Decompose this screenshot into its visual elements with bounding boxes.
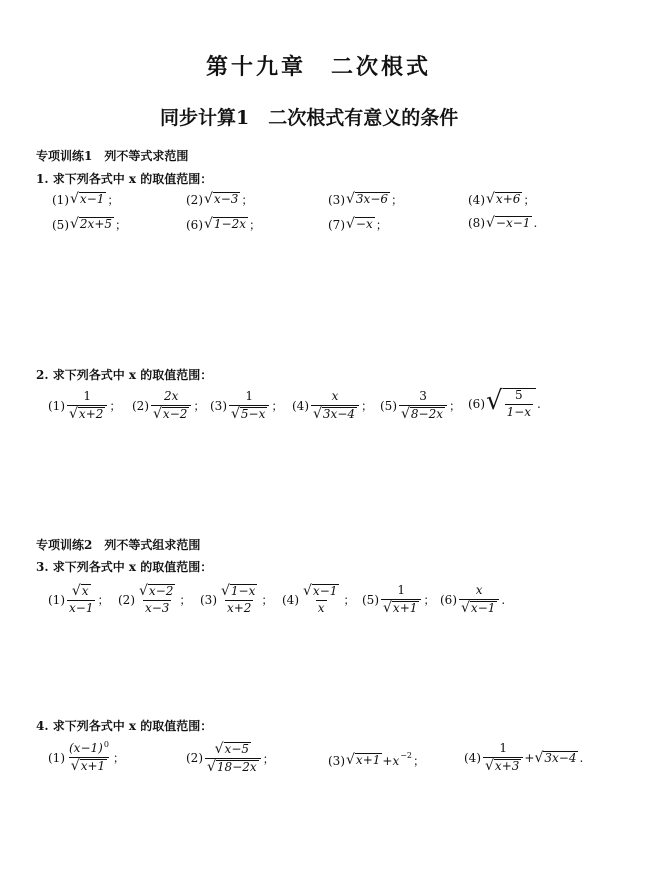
sqrt-expression <box>346 217 375 231</box>
item-end: . <box>533 216 538 231</box>
sqrt-expression <box>346 753 382 767</box>
radicand: x+2 <box>78 406 104 421</box>
denominator: x−3 <box>144 600 170 615</box>
fraction <box>311 390 359 422</box>
q1-item-2 <box>186 191 253 208</box>
item-label: (2) <box>118 592 135 607</box>
fraction <box>301 584 341 616</box>
numerator <box>301 584 341 600</box>
radicand: x−3 <box>213 192 239 207</box>
fraction <box>459 584 499 616</box>
sqrt-expression <box>534 751 578 765</box>
q1-item-3 <box>328 191 403 208</box>
item-end: ； <box>271 399 284 414</box>
sqrt-expression <box>486 216 532 230</box>
exponent: −2 <box>400 751 413 760</box>
denominator: x+2 <box>226 600 252 615</box>
item-label: (6) <box>186 217 203 232</box>
fraction <box>229 390 269 422</box>
item-end: ； <box>241 193 254 207</box>
denominator <box>381 599 421 616</box>
item-end: ； <box>361 399 374 414</box>
radical-icon: √ <box>231 405 240 422</box>
radicand: −x <box>355 217 373 232</box>
denominator <box>459 599 499 616</box>
radicand: x−2 <box>148 584 174 598</box>
denominator <box>205 758 261 775</box>
radicand: 2x+5 <box>79 217 113 232</box>
q4-item-2 <box>186 742 275 775</box>
item-label: (2) <box>186 751 203 766</box>
fraction <box>67 584 95 616</box>
fraction <box>381 584 421 616</box>
q2-item-1 <box>48 390 121 422</box>
radicand <box>503 388 536 420</box>
numerator <box>219 584 259 600</box>
item-label: (3) <box>200 592 217 607</box>
radicand: x+6 <box>495 192 521 207</box>
numerator <box>213 742 253 758</box>
denominator <box>399 405 447 422</box>
item-label: (8) <box>468 216 485 231</box>
item-label: (2) <box>186 192 203 207</box>
radical-icon: √ <box>383 599 392 616</box>
denominator: 1−x <box>506 404 532 419</box>
q2-item-5 <box>380 390 461 422</box>
item-label: (5) <box>380 398 397 413</box>
q3-item-3 <box>200 584 273 616</box>
item-label: (5) <box>362 592 379 607</box>
radical-icon: √ <box>461 599 470 616</box>
q1-item-4 <box>468 191 535 208</box>
item-end: ； <box>391 193 404 207</box>
sqrt-expression <box>204 217 248 231</box>
radical-icon: √ <box>534 749 544 766</box>
radical-icon: √ <box>69 405 78 422</box>
item-label: (1) <box>48 398 65 413</box>
denominator <box>67 405 107 422</box>
item-label: (7) <box>328 217 345 232</box>
item-label: (2) <box>132 398 149 413</box>
radical-icon: √ <box>153 405 162 422</box>
numerator <box>70 584 93 600</box>
item-end: ； <box>413 754 426 768</box>
item-end: ； <box>107 193 120 207</box>
q3-item-2 <box>118 584 191 616</box>
q1-item-1 <box>52 191 119 208</box>
item-end: ； <box>115 218 128 232</box>
item-end: ； <box>112 751 125 766</box>
item-label: (4) <box>292 398 309 413</box>
item-end: ； <box>449 399 462 414</box>
section-title-2: 专项训练2 列不等式组求范围 <box>36 538 201 552</box>
radical-icon: √ <box>313 405 322 422</box>
radicand: x <box>81 584 89 598</box>
radicand: 5−x <box>240 406 266 421</box>
sqrt-expression <box>486 388 536 420</box>
numerator: 5 <box>514 388 523 402</box>
radical-icon: √ <box>70 757 80 774</box>
numerator: x <box>475 583 483 597</box>
radical-icon: √ <box>207 758 216 775</box>
question-1-title: 1. 求下列各式中 x 的取值范围： <box>36 172 213 186</box>
numerator: 2x <box>163 389 179 403</box>
q3-item-4 <box>282 584 355 616</box>
radicand: −x−1 <box>495 216 531 230</box>
q4-item-1 <box>48 742 125 774</box>
item-label: (1) <box>48 592 65 607</box>
item-end: ； <box>109 399 122 414</box>
sqrt-expression <box>346 192 390 206</box>
radical-icon: √ <box>346 752 355 769</box>
item-end: ； <box>193 399 206 414</box>
question-3-title: 3. 求下列各式中 x 的取值范围： <box>36 560 213 574</box>
item-label: (1) <box>52 192 69 207</box>
item-end: ； <box>261 593 274 608</box>
item-end: ； <box>249 218 262 232</box>
q4-item-3 <box>328 752 425 769</box>
fraction <box>67 390 107 422</box>
q3-item-1 <box>48 584 109 616</box>
q2-item-2 <box>132 390 205 422</box>
fraction <box>137 584 177 616</box>
denominator <box>229 405 269 422</box>
q3-item-5 <box>362 584 435 616</box>
fraction <box>205 742 261 775</box>
q2-item-3 <box>210 390 283 422</box>
fraction <box>151 390 191 422</box>
item-end: ； <box>179 593 192 608</box>
radicand: x−1 <box>312 584 338 598</box>
item-end: ； <box>523 193 536 207</box>
radical-icon: √ <box>204 216 213 233</box>
radical-icon: √ <box>346 216 355 233</box>
q1-item-6 <box>186 216 261 233</box>
fraction <box>483 742 523 774</box>
q1-item-7 <box>328 216 388 233</box>
item-end: . <box>537 396 541 411</box>
q1-item-8 <box>468 216 537 230</box>
item-label: (5) <box>52 217 69 232</box>
radicand: x+1 <box>355 753 381 768</box>
sqrt-expression <box>70 217 114 231</box>
numerator: x <box>331 389 339 403</box>
denominator <box>151 405 191 422</box>
radicand: 1−2x <box>213 217 247 232</box>
radical-icon: √ <box>346 191 355 208</box>
numerator <box>67 742 111 757</box>
radical-icon: √ <box>486 215 495 231</box>
item-label: (4) <box>464 750 481 765</box>
sqrt-expression <box>486 192 522 206</box>
item-end: ； <box>343 593 356 608</box>
numerator <box>137 584 177 600</box>
q2-item-4 <box>292 390 373 422</box>
radicand: 3x−4 <box>322 406 356 421</box>
radical-icon: √ <box>71 583 81 599</box>
exponent: 0 <box>103 740 109 749</box>
radicand: x−5 <box>224 742 250 756</box>
radical-icon: √ <box>486 191 495 208</box>
item-label: (3) <box>328 192 345 207</box>
fraction <box>219 584 259 616</box>
radicand: x+1 <box>80 758 106 773</box>
denominator <box>69 757 109 774</box>
denominator <box>311 405 359 422</box>
item-end: ； <box>262 751 275 766</box>
fraction <box>67 742 111 774</box>
radical-icon: √ <box>221 583 230 599</box>
fraction <box>399 390 447 422</box>
item-label: (3) <box>328 753 345 768</box>
item-end: ； <box>375 218 388 232</box>
numerator: 1 <box>83 389 92 403</box>
fraction <box>505 389 533 420</box>
base: (x−1) <box>69 741 103 755</box>
denominator: x <box>317 600 325 615</box>
q2-item-6 <box>468 388 541 420</box>
item-end: . <box>501 592 506 607</box>
item-label: (4) <box>282 592 299 607</box>
radical-icon: √ <box>204 191 213 208</box>
numerator: 3 <box>419 389 427 403</box>
chapter-title: 第十九章 二次根式 <box>206 54 432 80</box>
radicand: 3x−4 <box>544 750 577 765</box>
radical-icon: √ <box>486 386 503 416</box>
sqrt-expression <box>204 192 240 206</box>
numerator: 1 <box>397 583 406 597</box>
item-label: (1) <box>48 750 65 765</box>
radical-icon: √ <box>214 741 224 757</box>
q1-item-5 <box>52 216 127 233</box>
radical-icon: √ <box>401 405 410 422</box>
radicand: 1−x <box>230 584 256 598</box>
item-label: (3) <box>210 398 227 413</box>
power-term: +x <box>382 753 400 768</box>
section-title-1: 专项训练1 列不等式求范围 <box>36 149 189 163</box>
radical-icon: √ <box>70 191 79 208</box>
page-subtitle: 同步计算1 二次根式有意义的条件 <box>160 107 459 129</box>
radicand: x+3 <box>494 758 520 773</box>
q3-item-6 <box>440 584 505 616</box>
sqrt-expression <box>70 192 106 206</box>
question-4-title: 4. 求下列各式中 x 的取值范围： <box>36 719 213 733</box>
radicand: x−1 <box>79 192 105 207</box>
question-2-title: 2. 求下列各式中 x 的取值范围： <box>36 368 213 382</box>
item-end: ； <box>97 593 110 608</box>
plus-sign: + <box>524 750 535 765</box>
item-end: ； <box>423 593 436 608</box>
radical-icon: √ <box>70 216 79 233</box>
denominator: x−1 <box>69 600 94 615</box>
radical-icon: √ <box>485 757 494 774</box>
radical-icon: √ <box>303 583 312 599</box>
item-label: (6) <box>440 592 457 607</box>
radicand: 8−2x <box>410 406 444 421</box>
item-end: . <box>579 750 584 765</box>
item-label: (6) <box>468 396 485 411</box>
radical-icon: √ <box>139 583 148 599</box>
radicand: x−1 <box>470 600 496 615</box>
radicand: x+1 <box>392 600 418 615</box>
radicand: 18−2x <box>216 759 257 774</box>
item-label: (4) <box>468 192 485 207</box>
denominator <box>483 757 523 774</box>
numerator: 1 <box>245 389 254 403</box>
numerator: 1 <box>499 741 508 755</box>
q4-item-4 <box>464 742 583 774</box>
radicand: 3x−6 <box>355 192 389 207</box>
radicand: x−2 <box>162 406 188 421</box>
